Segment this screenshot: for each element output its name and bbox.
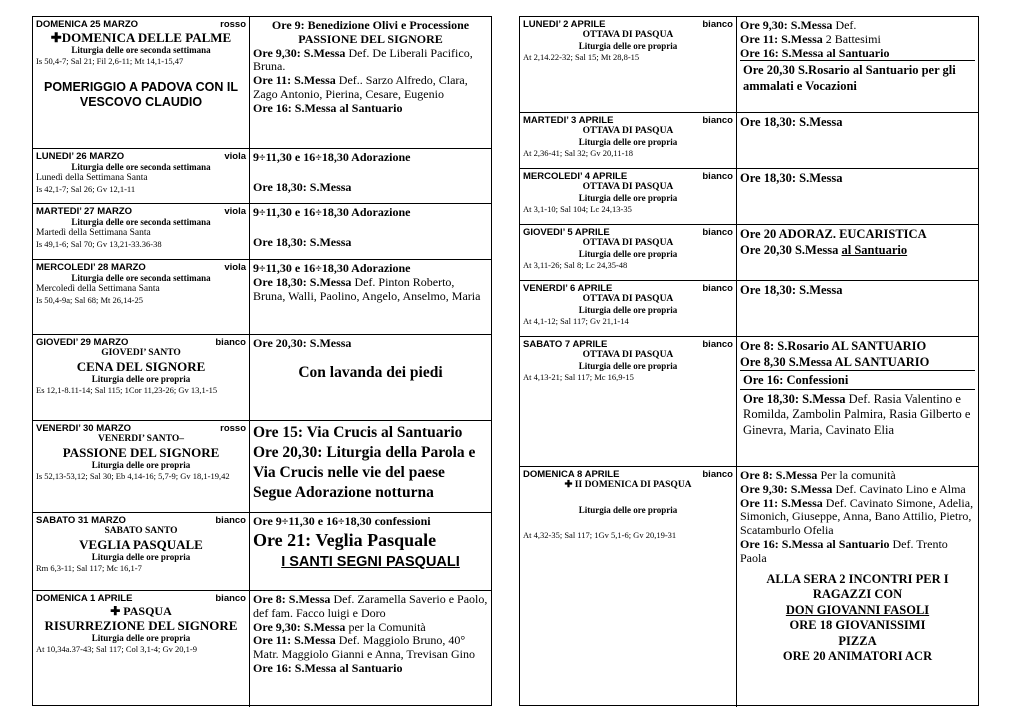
day-row (33, 149, 491, 204)
day-info (33, 260, 250, 334)
day-row (520, 169, 978, 225)
schedule-entry (253, 634, 488, 662)
day-subtitle-text: OTTAVA DI PASQUA (582, 126, 674, 136)
entry-time: Segue Adorazione notturna (253, 484, 434, 501)
liturgical-color: bianco (215, 515, 246, 526)
day-header (523, 115, 733, 126)
day-row (33, 335, 491, 421)
entry-detail: Def.. Sarzo Alfredo, Clara, Zago Antonio, Pierina, Cesare, Eugenio (253, 73, 468, 101)
entry-time: Con lavanda dei piedi (298, 363, 443, 381)
liturgical-color: rosso (220, 423, 246, 434)
entry-time: Ore 9,30: S.Messa (740, 18, 833, 32)
day-subtitle-text: OTTAVA DI PASQUA (582, 30, 674, 40)
readings: Is 42,1-7; Sal 26; Gv 12,1-11 (36, 183, 136, 194)
liturgy-week: Liturgia delle ore propria (91, 460, 191, 470)
entry-time: Ore 16: S.Messa al Santuario (253, 660, 403, 675)
day-info (33, 335, 250, 420)
entry-time: Ore 18,30: S.Messa (740, 283, 843, 297)
day-row (520, 225, 978, 281)
liturgy-week: Liturgia delle ore seconda settimana (71, 217, 211, 227)
schedule-entry (740, 370, 975, 389)
day-subtitle-text: OTTAVA DI PASQUA (582, 350, 674, 360)
entry-time: Ore 8: S.Rosario AL SANTUARIO (740, 339, 927, 353)
entry-time: Ore 9÷11,30 e 16÷18,30 confessioni (253, 514, 431, 528)
day-header (36, 515, 246, 526)
entry-time: Ore 20,30: S.Messa (253, 336, 352, 350)
schedule-entry (253, 443, 488, 483)
day-date: VENERDI’ 30 MARZO (36, 423, 132, 434)
schedule-entry (253, 181, 488, 195)
day-header (523, 339, 733, 350)
entry-time: Ore 16: Confessioni (743, 373, 849, 387)
liturgical-color: bianco (215, 593, 246, 604)
announcement-line: ORE 18 GIOVANISSIMI (789, 618, 926, 633)
feast-title: CENA DEL SIGNORE (76, 359, 206, 374)
entry-time: Ore 16: S.Messa al Santuario (253, 100, 403, 115)
day-row (33, 260, 491, 335)
liturgy-week: Liturgia delle ore seconda settimana (71, 273, 211, 283)
day-row (33, 204, 491, 260)
entry-time: Ore 8,30 S.Messa AL SANTUARIO (740, 354, 930, 369)
day-info (33, 17, 250, 148)
day-subtitle (36, 434, 246, 445)
day-info (520, 337, 737, 466)
schedule (250, 17, 491, 148)
schedule-entry (740, 283, 975, 299)
liturgy-week: Liturgia delle ore propria (578, 249, 678, 259)
liturgy-week: Liturgia delle ore propria (578, 193, 678, 203)
readings: Es 12,1-8.11-14; Sal 115; 1Cor 11,23-26; Gv 13,1-15 (36, 384, 218, 395)
liturgical-color: rosso (220, 19, 246, 30)
day-date: VENERDI’ 6 APRILE (523, 283, 613, 294)
day-subtitle-text: VENERDI’ SANTO– (98, 434, 184, 444)
liturgy-week: Liturgia delle ore seconda settimana (71, 45, 211, 55)
day-header (523, 283, 733, 294)
liturgy-week: Liturgia delle ore propria (91, 374, 191, 384)
entry-time: Ore 18,30: S.Messa (253, 234, 352, 249)
liturgy-week: Liturgia delle ore propria (578, 305, 678, 315)
readings: Rm 6,3-11; Sal 117; Mc 16,1-7 (36, 562, 142, 573)
schedule-entry (740, 115, 975, 131)
liturgy-week: Liturgia delle ore propria (578, 137, 678, 147)
cross-icon: ✚ (564, 480, 573, 490)
right-panel (519, 16, 979, 706)
liturgical-color: viola (224, 262, 246, 273)
schedule-entry (253, 483, 488, 503)
entry-time: Ore 18,30: S.Messa (740, 115, 843, 129)
entry-time: Ore 8: S.Messa (253, 592, 331, 606)
liturgical-color: bianco (215, 337, 246, 348)
schedule-entry (740, 469, 975, 483)
entry-time: PASSIONE DEL SIGNORE (298, 31, 443, 46)
entry-time: 9÷11,30 e 16÷18,30 Adorazione (253, 261, 411, 275)
day-header (36, 423, 246, 434)
entry-detail: Def. De Liberali Pacifico, Bruna. (253, 45, 473, 74)
day-row (520, 113, 978, 169)
day-header (523, 227, 733, 238)
entry-time: Ore 20,30 S.Messa (740, 242, 842, 257)
entry-time: 9÷11,30 e 16÷18,30 Adorazione (253, 150, 411, 164)
day-date: SABATO 7 APRILE (523, 339, 608, 350)
entry-time: Ore 9,30: S.Messa (740, 481, 833, 496)
day-header (523, 171, 733, 182)
readings: At 4,13-21; Sal 117; Mc 16,9-15 (523, 371, 634, 382)
entry-detail: Def. Trento Paola (740, 536, 948, 565)
readings: At 3,1-10; Sal 104; Lc 24,13-35 (523, 203, 632, 214)
schedule-entry (740, 60, 975, 94)
readings: Is 52,13-53,12; Sal 30; Eb 4,14-16; 5,7-9; Gv 18,1-19,42 (36, 470, 230, 481)
day-subtitle-text: PASQUA (123, 604, 172, 618)
entry-detail: per la Comunità (345, 619, 426, 634)
schedule-entry (740, 33, 975, 47)
schedule-entry (740, 227, 975, 243)
schedule-entry (740, 389, 975, 439)
day-date: SABATO 31 MARZO (36, 515, 126, 526)
day-date: DOMENICA 8 APRILE (523, 469, 620, 480)
entry-time: Ore 18,30: S.Messa (253, 179, 352, 194)
entry-time: Ore 16: S.Messa al Santuario (740, 536, 890, 551)
feast-title (36, 30, 246, 45)
day-row (520, 467, 978, 707)
schedule-entry (253, 276, 488, 304)
entry-time: Ore 8: S.Messa (740, 468, 818, 482)
schedule-entry (740, 538, 975, 566)
day-subtitle (523, 350, 733, 361)
day-subtitle-text: OTTAVA DI PASQUA (582, 238, 674, 248)
entry-detail: Per la comunità (817, 468, 896, 482)
feast-name: DOMENICA DELLE PALME (61, 30, 232, 45)
readings: At 2,36-41; Sal 32; Gv 20,11-18 (523, 147, 633, 158)
entry-time: Ore 16: S.Messa al Santuario (740, 45, 890, 60)
day-row (520, 337, 978, 467)
cross-icon: ✚ (110, 604, 121, 618)
liturgy-week: Liturgia delle ore seconda settimana (71, 162, 211, 172)
day-subtitle (523, 480, 733, 491)
day-info (33, 591, 250, 707)
entry-detail: Def. Cavinato Simone, Adelia, Simonich, Giuseppe, Anna, Bano Attilio, Pietro, Scatamburlo Ofelia (740, 495, 974, 538)
schedule-entry (253, 593, 488, 621)
day-date: MERCOLEDI’ 28 MARZO (36, 262, 146, 273)
entry-time: Ore 11: S.Messa (740, 495, 823, 510)
readings: At 3,11-26; Sal 8; Lc 24,35-48 (523, 259, 628, 270)
day-row (33, 421, 491, 513)
schedule (250, 513, 491, 590)
liturgical-color: bianco (702, 227, 733, 238)
day-date: GIOVEDI’ 5 APRILE (523, 227, 610, 238)
liturgical-color: bianco (702, 171, 733, 182)
schedule (737, 169, 978, 224)
schedule-entry (253, 363, 488, 383)
entry-place: al Santuario (841, 242, 908, 257)
readings: Is 50,4-9a; Sal 68; Mt 26,14-25 (36, 294, 143, 305)
schedule (737, 337, 978, 466)
day-subtitle-text: Martedì della Settimana Santa (36, 227, 151, 238)
liturgical-color: viola (224, 206, 246, 217)
entry-time: Ore 11: S.Messa (740, 31, 823, 46)
day-date: LUNEDI’ 26 MARZO (36, 151, 125, 162)
day-header (36, 206, 246, 217)
feast-title: PASSIONE DEL SIGNORE (62, 445, 220, 460)
schedule-entry (253, 151, 488, 165)
day-header (36, 337, 246, 348)
day-subtitle (36, 526, 246, 537)
day-subtitle (523, 238, 733, 249)
day-header (523, 469, 733, 480)
schedule-entry (740, 47, 975, 61)
schedule-entry (253, 423, 488, 443)
readings: At 10,34a.37-43; Sal 117; Col 3,1-4; Gv 20,1-9 (36, 643, 197, 654)
day-subtitle (523, 126, 733, 137)
day-header (36, 151, 246, 162)
day-note: POMERIGGIO A PADOVA CON IL VESCOVO CLAUDIO (44, 80, 238, 109)
schedule-entry (740, 483, 975, 497)
day-info (520, 467, 737, 707)
schedule (250, 335, 491, 420)
day-subtitle-text: Mercoledì della Settimana Santa (36, 283, 160, 294)
announcement-line: PIZZA (838, 633, 877, 648)
schedule-entry (740, 19, 975, 33)
schedule-entry (253, 515, 488, 529)
entry-time: Ore 9,30: S.Messa (253, 45, 346, 60)
entry-time: 9÷11,30 e 16÷18,30 Adorazione (253, 205, 411, 219)
cross-icon: ✚ (50, 30, 62, 45)
liturgy-week: Liturgia delle ore propria (578, 505, 678, 515)
day-row (33, 513, 491, 591)
schedule-entry (253, 74, 488, 102)
schedule-entry (253, 529, 488, 553)
entry-time: Ore 9: Benedizione Olivi e Processione (271, 18, 470, 32)
entry-time: Ore 9,30: S.Messa (253, 619, 346, 634)
day-date: GIOVEDI’ 29 MARZO (36, 337, 129, 348)
schedule-entry (740, 171, 975, 187)
schedule-entry (253, 102, 488, 116)
announcement-line: DON GIOVANNI FASOLI (785, 602, 930, 617)
liturgy-week: Liturgia delle ore propria (578, 41, 678, 51)
announcement-line: ALLA SERA 2 INCONTRI PER I RAGAZZI CON (766, 571, 949, 602)
day-row (33, 17, 491, 149)
readings: At 2,14.22-32; Sal 15; Mt 28,8-15 (523, 51, 640, 62)
schedule (737, 17, 978, 112)
day-row (33, 591, 491, 707)
liturgical-color: bianco (702, 339, 733, 350)
day-subtitle-text: OTTAVA DI PASQUA (582, 182, 674, 192)
spacer (523, 491, 733, 505)
day-subtitle (523, 30, 733, 41)
entry-detail: Def. Pinton Roberto, Bruna, Walli, Paolino, Angelo, Anselmo, Maria (253, 274, 481, 303)
entry-time: Ore 11: S.Messa (253, 73, 336, 88)
day-date: DOMENICA 1 APRILE (36, 593, 133, 604)
day-date: MERCOLEDI’ 4 APRILE (523, 171, 628, 182)
schedule (250, 421, 491, 512)
schedule (250, 260, 491, 334)
day-subtitle (36, 173, 246, 184)
entry-detail: Def. Zaramella Saverio e Paolo, def fam. Facco luigi e Doro (253, 592, 488, 620)
entry-detail: Def. (832, 18, 857, 32)
day-subtitle-text: II DOMENICA DI PASQUA (574, 480, 692, 490)
day-row (520, 17, 978, 113)
entry-time: Ore 20,30 S.Rosario al Santuario per gli ammalati e Vocazioni (743, 63, 956, 93)
schedule-entry (253, 206, 488, 220)
day-subtitle-text: GIOVEDI’ SANTO (101, 348, 181, 358)
day-subtitle (523, 182, 733, 193)
day-row (520, 281, 978, 337)
announcement (740, 572, 975, 665)
day-date: MARTEDI’ 3 APRILE (523, 115, 614, 126)
schedule (737, 113, 978, 168)
entry-time: I SANTI SEGNI PASQUALI (281, 553, 460, 570)
schedule (250, 591, 491, 707)
left-panel (32, 16, 492, 706)
day-info (33, 149, 250, 203)
schedule-entry (253, 47, 488, 75)
day-info (33, 513, 250, 590)
day-date: MARTEDI’ 27 MARZO (36, 206, 133, 217)
day-subtitle (36, 604, 246, 618)
schedule (250, 204, 491, 259)
liturgy-week: Liturgia delle ore propria (91, 552, 191, 562)
schedule-entry (253, 621, 488, 635)
entry-time: Ore 18,30: S.Messa (743, 391, 846, 406)
entry-detail: Def. Maggiolo Bruno, 40° Matr. Maggiolo Gianni e Anna, Trevisan Gino (253, 633, 475, 662)
liturgy-week: Liturgia delle ore propria (91, 633, 191, 643)
readings: Is 49,1-6; Sal 70; Gv 13,21-33.36-38 (36, 238, 162, 249)
day-header (523, 19, 733, 30)
day-subtitle-text: SABATO SANTO (104, 526, 178, 536)
schedule-entry (740, 355, 975, 371)
day-info (520, 169, 737, 224)
liturgical-color: bianco (702, 469, 733, 480)
schedule (737, 281, 978, 336)
day-info (520, 17, 737, 112)
schedule-entry (253, 553, 488, 571)
day-info (520, 225, 737, 280)
liturgy-week: Liturgia delle ore propria (578, 361, 678, 371)
entry-time: Ore 15: Via Crucis al Santuario (253, 424, 463, 441)
schedule-entry (253, 19, 488, 33)
day-subtitle-text: Lunedì della Settimana Santa (36, 172, 148, 183)
schedule-entry (740, 497, 975, 538)
spacer (523, 516, 733, 530)
entry-time: Ore 20 ADORAZ. EUCARISTICA (740, 227, 927, 241)
day-subtitle (36, 284, 246, 295)
liturgical-color: bianco (702, 19, 733, 30)
day-subtitle-text: OTTAVA DI PASQUA (582, 294, 674, 304)
liturgical-color: bianco (702, 115, 733, 126)
entry-time: Ore 18,30: S.Messa (253, 274, 352, 289)
schedule-entry (253, 262, 488, 276)
entry-time: Ore 11: S.Messa (253, 633, 336, 648)
day-date: LUNEDI’ 2 APRILE (523, 19, 606, 30)
readings: Is 50,4-7; Sal 21; Fil 2,6-11; Mt 14,1-15,47 (36, 55, 184, 66)
entry-time: Ore 18,30: S.Messa (740, 171, 843, 185)
day-info (520, 113, 737, 168)
feast-title: VEGLIA PASQUALE (79, 537, 203, 552)
readings: At 4,32-35; Sal 117; 1Gv 5,1-6; Gv 20,19-31 (523, 529, 677, 540)
day-subtitle (36, 348, 246, 359)
schedule (737, 467, 978, 707)
readings: At 4,1-12; Sal 117; Gv 21,1-14 (523, 315, 629, 326)
day-subtitle (36, 228, 246, 239)
schedule-entry (253, 337, 488, 351)
schedule-entry (740, 339, 975, 355)
schedule (250, 149, 491, 203)
schedule (737, 225, 978, 280)
schedule-entry (253, 662, 488, 676)
entry-detail: Def. Rasia Valentino e Romilda, Zambolin Palmira, Rasia Gilberto e Ginevra, Maria, Cavinato Elia (743, 391, 971, 437)
entry-detail: Def. Cavinato Lino e Alma (832, 481, 966, 496)
feast-title: RISURREZIONE DEL SIGNORE (44, 618, 238, 633)
day-date: DOMENICA 25 MARZO (36, 19, 139, 30)
entry-time: Ore 21: Veglia Pasquale (253, 529, 437, 550)
day-header (36, 19, 246, 30)
day-info (33, 421, 250, 512)
schedule-entry (740, 243, 975, 259)
schedule-entry (253, 236, 488, 250)
liturgical-color: bianco (702, 283, 733, 294)
announcement-line: ORE 20 ANIMATORI ACR (782, 649, 933, 664)
liturgical-color: viola (224, 151, 246, 162)
day-info (33, 204, 250, 259)
entry-detail: 2 Battesimi (822, 31, 881, 46)
day-header (36, 593, 246, 604)
day-header (36, 262, 246, 273)
schedule-entry (253, 33, 488, 47)
day-subtitle (523, 294, 733, 305)
entry-time: Ore 20,30: Liturgia della Parola e Via Crucis nelle vie del paese (253, 444, 476, 481)
day-info (520, 281, 737, 336)
